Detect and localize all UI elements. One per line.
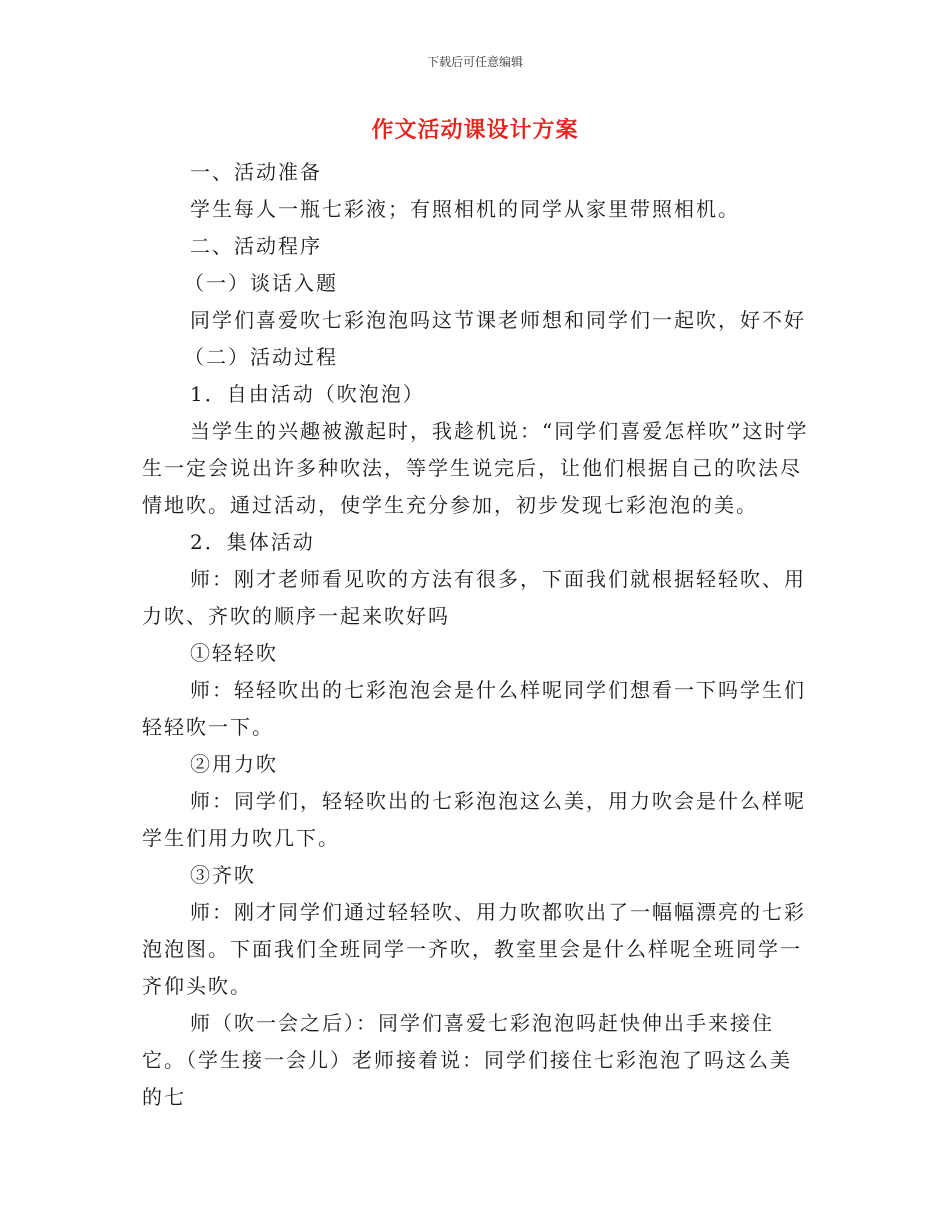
item-heading: 1．自由活动（吹泡泡） <box>190 382 425 406</box>
step-heading: ①轻轻吹 <box>190 641 278 665</box>
paragraph: 师：轻轻吹出的七彩泡泡会是什么样呢同学们想看一下吗学生们轻轻吹一下。 <box>142 678 806 739</box>
document-title: 作文活动课设计方案 <box>371 117 579 143</box>
paragraph: 师（吹一会之后）：同学们喜爱七彩泡泡吗赶快伸出手来接住它。（学生接一会儿）老师接着说：同学们接住七彩泡泡了吗这么美的七 <box>142 1011 792 1109</box>
section-heading: 一、活动准备 <box>190 160 322 184</box>
subsection-heading: （二）活动过程 <box>184 345 338 369</box>
paragraph: 学生每人一瓶七彩液；有照相机的同学从家里带照相机。 <box>190 197 740 221</box>
paragraph: 师：刚才老师看见吹的方法有很多，下面我们就根据轻轻吹、用力吹、齐吹的顺序一起来吹好吗 <box>142 567 806 628</box>
step-heading: ③齐吹 <box>190 863 256 887</box>
step-heading: ②用力吹 <box>190 752 278 776</box>
paragraph: 同学们喜爱吹七彩泡泡吗这节课老师想和同学们一起吹，好不好 <box>190 308 806 332</box>
subsection-heading: （一）谈话入题 <box>184 271 338 295</box>
item-heading: 2．集体活动 <box>190 530 315 554</box>
paragraph: 师：同学们，轻轻吹出的七彩泡泡这么美，用力吹会是什么样呢学生们用力吹几下。 <box>142 789 806 850</box>
header-note: 下载后可任意编辑 <box>426 55 523 69</box>
section-heading: 二、活动程序 <box>190 234 322 258</box>
paragraph: 当学生的兴趣被激起时，我趁机说：“同学们喜爱怎样吹”这时学生一定会说出许多种吹法，等学生说完后，让他们根据自己的吹法尽情地吹。通过活动，使学生充分参加，初步发现七彩泡泡的美。 <box>142 419 809 517</box>
document-body <box>142 154 810 1116</box>
paragraph: 师：刚才同学们通过轻轻吹、用力吹都吹出了一幅幅漂亮的七彩泡泡图。下面我们全班同学一齐吹，教室里会是什么样呢全班同学一齐仰头吹。 <box>142 900 806 998</box>
